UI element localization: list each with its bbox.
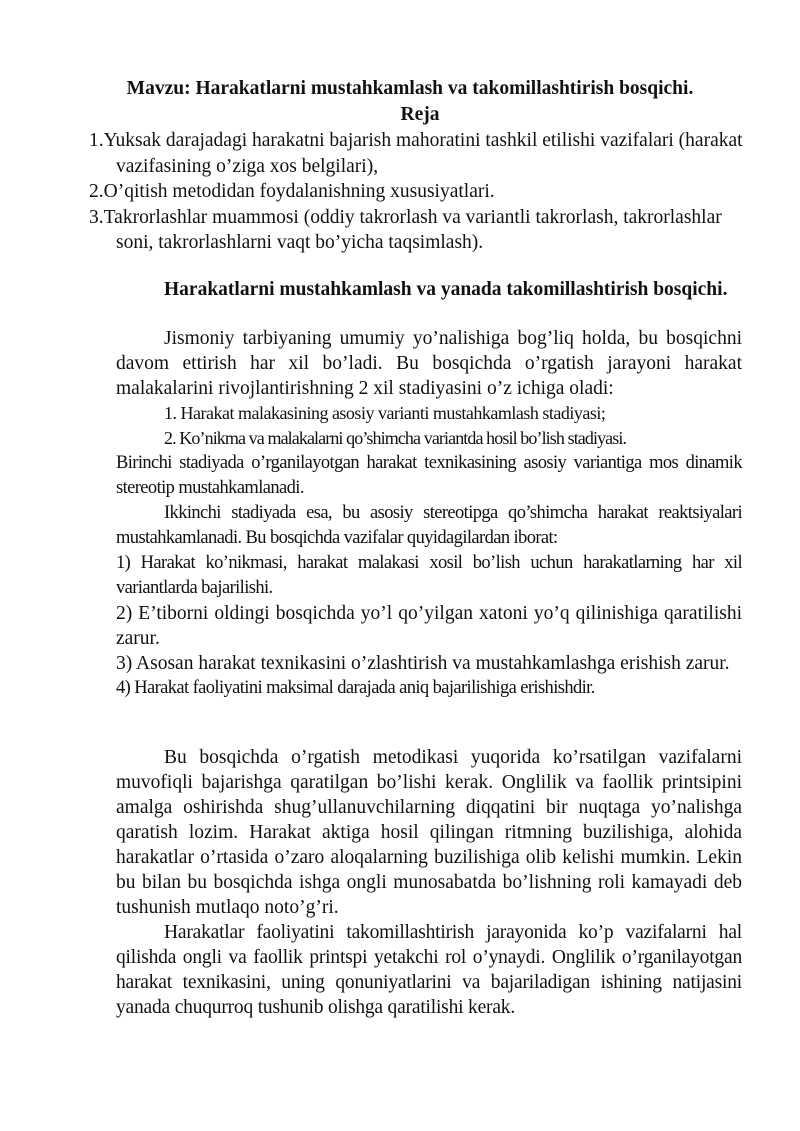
plan-item-2: 2.O’qitish metodidan foydalanishning xususiyatlari.	[89, 181, 495, 202]
section-heading: Harakatlarni mustahkamlash va yanada takomillashtirish bosqichi.	[164, 279, 728, 300]
task-3: 3) Asosan harakat texnikasini o’zlashtirish va mustahkamlashga erishish zarur.	[116, 653, 730, 674]
paragraph-5: Harakatlar faoliyatini takomillashtirish jarayonida ko’p vazifalarni hal qilishda ongli va faollik printspi yetakchi rol o’ynaydi. Onglilik o’rganilayotgan harakat texnikasini, uning qonuniyatlarini va bajariladigan ishining natijasini yanada chuqurroq tushunib olishga qaratilishi kerak.	[116, 922, 742, 1018]
task-2: 2) E’tiborni oldingi bosqichda yo’l qo’yilgan xatoni yo’q qilinishiga qaratilishi zarur.	[116, 603, 742, 649]
plan-item-3: 3.Takrorlashlar muammosi (oddiy takrorlash va variantli takrorlash, takrorlashlar soni, takrorlashlarni vaqt bo’yicha taqsimlash).	[89, 206, 722, 253]
paragraph-2: Birinchi stadiyada o’rganilayotgan harakat texnikasining asosiy variantiga mos dinamik stereotip mustahkamlanadi.	[116, 453, 742, 498]
task-1: 1) Harakat ko’nikmasi, harakat malakasi xosil bo’lish uchun harakatlarning har xil variantlarda bajarilishi.	[116, 553, 742, 598]
plan-heading: Reja	[400, 104, 440, 125]
stage-1: 1. Harakat malakasining asosiy varianti mustahkamlash stadiyasi;	[164, 403, 606, 423]
plan-list	[89, 128, 759, 256]
document-title: Mavzu: Harakatlarni mustahkamlash va takomillashtirish bosqichi.	[126, 78, 694, 99]
paragraph-4: Bu bosqichda o’rgatish metodikasi yuqorida ko’rsatilgan vazifalarni muvofiqli bajarishga qaratilgan bo’lishi kerak. Onglilik va faollik printsipini amalga oshirishda shug’ullanuvchilarning diqqatini bir nuqtaga yo’nalishga qaratish lozim. Harakat aktiga hosil qilingan ritmning buzilishiga, alohida harakatlar o’rtasida o’zaro aloqalarning buzilishiga olib kelishi mumkin. Lekin bu bilan bu bosqichda ishga ongli munosabatda bo’lishning roli kamayadi deb tushunish mutlaqo noto’g’ri.	[116, 747, 742, 918]
paragraph-3: Ikkinchi stadiyada esa, bu asosiy stereotipga qo’shimcha harakat reaktsiyalari mustahkamlanadi. Bu bosqichda vazifalar quyidagilardan iborat:	[116, 503, 742, 548]
paragraph-1: Jismoniy tarbiyaning umumiy yo’nalishiga bog’liq holda, bu bosqichni davom ettirish har xil bo’ladi. Bu bosqichda o’rgatish jarayoni harakat malakalarini rivojlantirishning 2 xil stadiyasini o’z ichiga oladi:	[116, 328, 742, 399]
stage-2: 2. Ko’nikma va malakalarni qo’shimcha variantda hosil bo’lish stadiyasi.	[164, 428, 627, 448]
plan-item-1: 1.Yuksak darajadagi harakatni bajarish mahoratini tashkil etilishi vazifalari (harakat vazifasining o’ziga xos belgilari),	[89, 130, 743, 177]
body-section-2	[116, 745, 742, 1020]
task-4: 4) Harakat faoliyatini maksimal darajada aniq bajarilishiga erishishdir.	[116, 678, 595, 698]
body-section-1	[116, 326, 742, 701]
